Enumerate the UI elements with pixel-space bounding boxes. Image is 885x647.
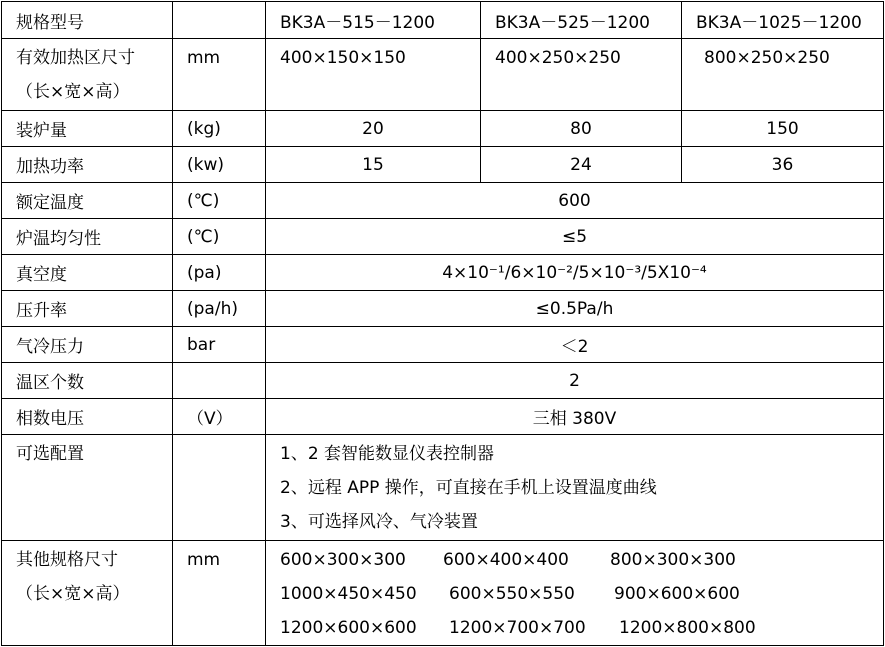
- size-item: 1200×800×800: [619, 618, 756, 638]
- heating-zone-label-line1: 有效加热区尺寸: [16, 48, 135, 68]
- heating-zone-unit: [173, 39, 266, 111]
- heating-zone-value-2-text: 400×250×250: [495, 48, 621, 68]
- uniformity-label: 炉温均匀性: [2, 219, 173, 255]
- other-sizes-label: [2, 541, 173, 646]
- voltage-value: 三相 380V: [266, 399, 884, 435]
- load-label: 装炉量: [2, 111, 173, 147]
- size-item: 900×600×600: [614, 584, 740, 604]
- power-label: 加热功率: [2, 147, 173, 183]
- row-other-sizes: [2, 541, 884, 646]
- row-uniformity: [2, 219, 884, 255]
- options-label: [2, 435, 173, 541]
- options-item-3: 3、可选择风冷、气冷装置: [280, 512, 478, 532]
- row-voltage: [2, 399, 884, 435]
- options-item-1: 1、2 套智能数显仪表控制器: [280, 444, 495, 464]
- heating-zone-label: [2, 39, 173, 111]
- heating-zone-value-1-text: 400×150×150: [280, 48, 406, 68]
- zones-unit: [173, 363, 266, 399]
- load-unit: (kg): [173, 111, 266, 147]
- size-item: 600×400×400: [443, 550, 569, 570]
- heating-zone-value-1: [266, 39, 481, 111]
- power-value-1: 15: [266, 147, 481, 183]
- header-unit-blank: [173, 2, 266, 39]
- heating-zone-unit-text: mm: [187, 48, 221, 68]
- model-3: BK3A－1025－1200: [682, 2, 884, 39]
- other-sizes-line-2: [280, 577, 883, 611]
- model-1: BK3A－515－1200: [266, 2, 481, 39]
- gas-cooling-unit: bar: [173, 327, 266, 363]
- other-sizes-line-1: [280, 543, 883, 577]
- heating-zone-value-2: [481, 39, 682, 111]
- pressure-rise-label: 压升率: [2, 291, 173, 327]
- options-list: [266, 435, 884, 541]
- row-options: [2, 435, 884, 541]
- options-unit: [173, 435, 266, 541]
- row-heating-zone: [2, 39, 884, 111]
- heating-zone-label-line2: （长×宽×高）: [16, 82, 130, 102]
- row-vacuum: [2, 255, 884, 291]
- size-item: 1000×450×450: [280, 584, 417, 604]
- voltage-label: 相数电压: [2, 399, 173, 435]
- uniformity-unit: (℃): [173, 219, 266, 255]
- other-sizes-list: [266, 541, 884, 646]
- options-item-2: 2、远程 APP 操作，可直接在手机上设置温度曲线: [280, 478, 657, 498]
- model-2: BK3A－525－1200: [481, 2, 682, 39]
- load-value-2: 80: [481, 111, 682, 147]
- row-rated-temp: [2, 183, 884, 219]
- size-item: 600×300×300: [280, 550, 406, 570]
- row-power: [2, 147, 884, 183]
- other-sizes-label-line1: 其他规格尺寸: [16, 550, 118, 570]
- heating-zone-value-3: [682, 39, 884, 111]
- vacuum-value: 4×10⁻¹/6×10⁻²/5×10⁻³/5X10⁻⁴: [266, 255, 884, 291]
- other-sizes-line-3: [280, 611, 883, 645]
- header-label: 规格型号: [2, 2, 173, 39]
- power-value-2: 24: [481, 147, 682, 183]
- size-item: 1200×600×600: [280, 618, 417, 638]
- pressure-rise-value: ≤0.5Pa/h: [266, 291, 884, 327]
- options-label-text: 可选配置: [16, 444, 84, 464]
- heating-zone-value-3-text: 800×250×250: [704, 48, 830, 68]
- power-value-3: 36: [682, 147, 884, 183]
- load-value-1: 20: [266, 111, 481, 147]
- vacuum-label: 真空度: [2, 255, 173, 291]
- zones-label: 温区个数: [2, 363, 173, 399]
- row-gas-cooling: [2, 327, 884, 363]
- rated-temp-unit: (℃): [173, 183, 266, 219]
- size-item: 600×550×550: [449, 584, 575, 604]
- gas-cooling-value: ＜2: [266, 327, 884, 363]
- header-row: [2, 2, 884, 39]
- load-value-3: 150: [682, 111, 884, 147]
- row-load: [2, 111, 884, 147]
- size-item: 800×300×300: [610, 550, 736, 570]
- rated-temp-label: 额定温度: [2, 183, 173, 219]
- vacuum-unit: (pa): [173, 255, 266, 291]
- uniformity-value: ≤5: [266, 219, 884, 255]
- zones-value: 2: [266, 363, 884, 399]
- voltage-unit: （V）: [173, 399, 266, 435]
- power-unit: (kw): [173, 147, 266, 183]
- row-zones: [2, 363, 884, 399]
- size-item: 1200×700×700: [449, 618, 586, 638]
- pressure-rise-unit: (pa/h): [173, 291, 266, 327]
- row-pressure-rise: [2, 291, 884, 327]
- rated-temp-value: 600: [266, 183, 884, 219]
- other-sizes-unit-text: mm: [187, 550, 221, 570]
- gas-cooling-label: 气冷压力: [2, 327, 173, 363]
- spec-table: [1, 1, 884, 646]
- other-sizes-label-line2: （长×宽×高）: [16, 584, 130, 604]
- other-sizes-unit: [173, 541, 266, 646]
